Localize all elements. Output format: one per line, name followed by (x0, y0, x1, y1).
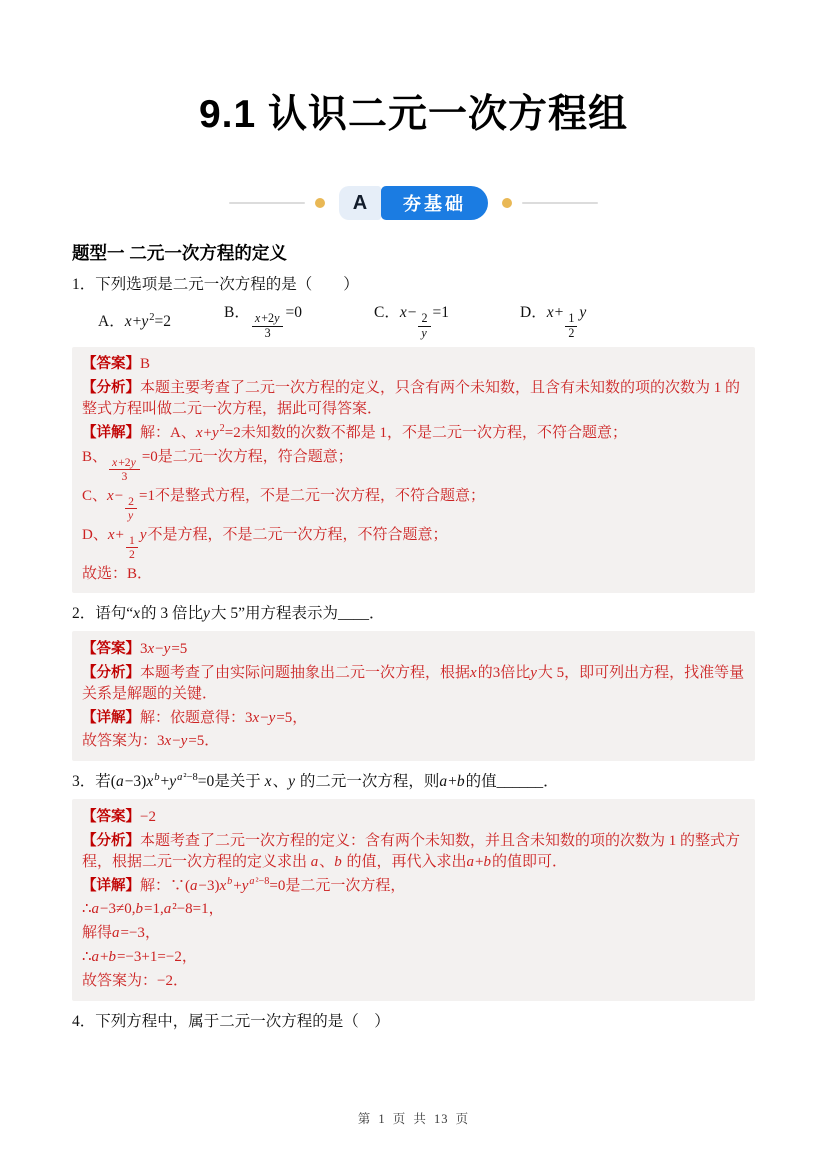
option-item: C．x− $\frac{2}{y}$ =1 (374, 304, 450, 340)
math-expression: a+b (466, 853, 492, 870)
math-expression: a=−3 (112, 925, 145, 942)
math-expression: $x+y^2=2$ (124, 312, 171, 331)
math-expression: $x+y^2=2$ (195, 422, 241, 441)
solution-block (72, 347, 755, 594)
solution-line: 解得a=−3， (82, 925, 160, 942)
math-expression: 3x−y=5 (157, 733, 205, 750)
math-expression: a (310, 853, 319, 870)
solution-line: D、x+ $\frac{1}{2}$ y不是方程，不是二元一次方程，不符合题意； (82, 526, 448, 561)
badge-label: 夯基础 (381, 186, 488, 220)
solution-line: C、x− $\frac{2}{y}$ =1不是整式方程，不是二元一次方程，不符合题意； (82, 487, 485, 522)
solution-line: 【详解】解：A、$x+y^2=2$未知数的次数不都是 1，不是二元一次方程，不符合题意； (82, 422, 627, 441)
decor-dot-left (315, 198, 325, 208)
solution-line: 故答案为：3x−y=5． (82, 733, 220, 750)
math-expression: x (264, 773, 272, 791)
math-expression: x (470, 664, 477, 681)
fraction: $\frac{x+2y}{3}$ (252, 312, 284, 340)
options-row (98, 300, 755, 341)
math-expression: y (288, 773, 295, 791)
solution-line: 【分析】本题考查了二元一次方程的定义：含有两个未知数，并且含未知数的项的次数为 1 的整式方程，根据二元一次方程的定义求出 a、b 的值，再代入求出a+b的值即可． (82, 832, 741, 870)
math-expression: 3x−y=5 (245, 709, 293, 726)
solution-label: 【答案】 (82, 640, 140, 657)
decor-dot-right (502, 198, 512, 208)
solution-line: 【分析】本题主要考查了二元一次方程的定义，只含有两个未知数，且含有未知数的项的次数为 1 的整式方程叫做二元一次方程，据此可得答案． (82, 379, 741, 418)
math-expression: −2 (140, 808, 156, 825)
solution-label: 【详解】 (82, 877, 140, 894)
solution-line: B、 $\frac{x+2y}{3}$ =0是二元一次方程，符合题意； (82, 448, 353, 484)
solution-label: 【分析】 (82, 379, 140, 396)
solution-label: 【分析】 (82, 664, 140, 681)
math-expression: b (334, 853, 342, 870)
solution-line: 【详解】解：$\because(a-3)x^b+y^{a^2-8}=0$是二元一次方程， (82, 875, 406, 894)
solution-line: 【分析】本题考查了由实际问题抽象出二元一次方程，根据x的3倍比y大 5，即可列出方程，找准等量关系是解题的关键． (82, 664, 745, 702)
solution-label: 【答案】 (82, 808, 140, 825)
math-expression: $\frac{x+2y}{3}$ =0 (107, 449, 158, 465)
badge-letter: A (339, 186, 381, 220)
solution-line: ∴a+b=−3+1=−2， (82, 949, 197, 966)
math-expression: a+b (439, 773, 465, 791)
solution-line (82, 639, 745, 660)
solution-label: 【详解】 (82, 424, 140, 441)
fraction: $\frac{x+2y}{3}$ (109, 456, 140, 483)
question-text: 1．下列选项是二元一次方程的是（ ） (72, 276, 359, 293)
fraction: $\frac{2}{y}$ (125, 495, 137, 522)
problem (72, 274, 755, 593)
problem (72, 771, 755, 1000)
math-expression: x+ $\frac{1}{2}$ y (546, 304, 587, 340)
page-footer: 第 1 页 共 13 页 (357, 1112, 470, 1126)
math-expression: x− $\frac{2}{y}$ =1 (399, 304, 450, 340)
solution-line (82, 807, 745, 828)
math-expression: x (133, 605, 141, 623)
math-expression: $\frac{x+2y}{3}$ =0 (250, 304, 302, 321)
fraction: $\frac{1}{2}$ (126, 534, 138, 561)
solution-line: 【详解】解：依题意得：3x−y=5， (82, 709, 308, 726)
solution-block (72, 631, 755, 761)
solution-block (72, 799, 755, 1000)
math-expression: y (203, 605, 210, 623)
solution-label: 【详解】 (82, 709, 140, 726)
question-text: 3．若$(a-3)x^b+y^{a^2-8}=0$是关于 x、y 的二元一次方程，则a+b的值______． (72, 772, 559, 791)
solution-line: 故答案为：−2． (82, 972, 188, 989)
fraction: $\frac{1}{2}$ (565, 312, 577, 340)
math-expression: x+ $\frac{1}{2}$ y (107, 526, 147, 561)
page-title: 9.1 认识二元一次方程组 (198, 93, 629, 136)
option-item: D．x+ $\frac{1}{2}$ y (520, 304, 587, 340)
math-expression: a+b=−3+1=−2 (91, 949, 182, 966)
solution-label: 【答案】 (82, 356, 140, 372)
solution-line: 故选：B． (82, 565, 153, 582)
solution-line: 【答案】B (82, 356, 151, 372)
math-expression: $(a-3)x^b+y^{a^2-8}=0$ (185, 875, 286, 894)
level-badge-row (72, 186, 755, 220)
solution-line: ∴a−3≠0,b=1,a²−8=1， (82, 901, 224, 918)
fraction: $\frac{2}{y}$ (418, 312, 430, 340)
solution-label: 【分析】 (82, 832, 140, 849)
level-badge (339, 186, 488, 220)
decor-line-right (522, 202, 598, 204)
section-heading: 题型一 二元一次方程的定义 (72, 243, 287, 263)
question-text: 2．语句“x的 3 倍比y大 5”用方程表示为____． (72, 605, 385, 623)
math-expression: −2 (157, 972, 173, 989)
math-expression: a−3≠0,b=1,a²−8=1 (91, 901, 209, 918)
math-expression: 3x−y=5 (140, 640, 188, 657)
math-expression: $(a-3)x^b+y^{a^2-8}=0$ (110, 772, 215, 791)
question-text: 4．下列方程中，属于二元一次方程的是（ ） (72, 1012, 390, 1030)
math-expression: y (530, 664, 537, 681)
problem (72, 603, 755, 761)
problem (72, 1011, 755, 1033)
option-item: B． $\frac{x+2y}{3}$ =0 (224, 304, 302, 340)
option-item: A．$x+y^2=2$ (98, 312, 171, 331)
decor-line-left (229, 202, 305, 204)
math-expression: x− $\frac{2}{y}$ =1 (107, 487, 155, 522)
problems-list (72, 274, 755, 1033)
page-content (0, 92, 827, 1033)
